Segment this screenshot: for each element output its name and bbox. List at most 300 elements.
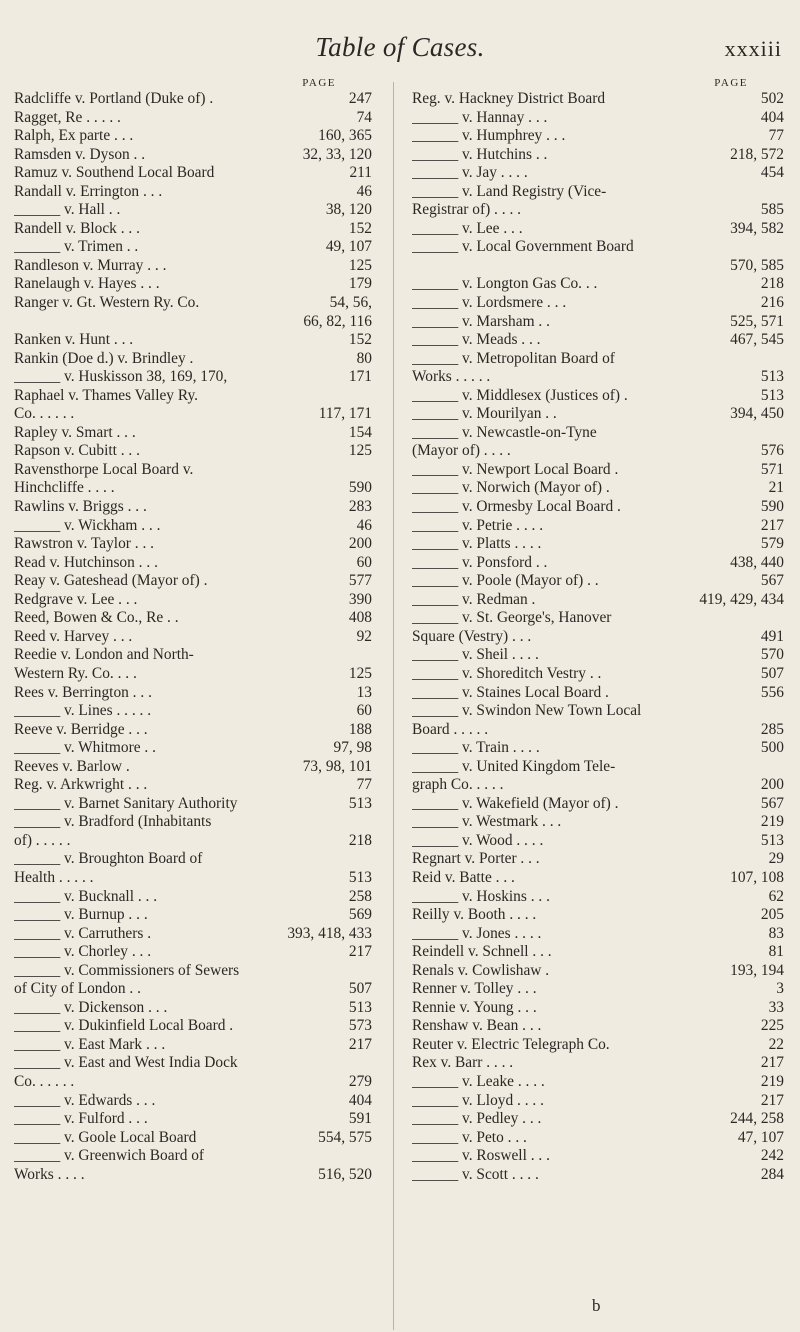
case-entry [14, 294, 372, 313]
case-name: ______ v. Redman . [412, 590, 536, 608]
case-entry [412, 442, 784, 461]
case-entry [14, 628, 372, 647]
case-name: Reid v. Batte . . . [412, 868, 515, 886]
case-pages: 200 [348, 535, 372, 553]
case-pages: 502 [760, 90, 784, 107]
case-pages: 513 [760, 386, 784, 404]
case-pages: 491 [760, 627, 784, 645]
case-pages: 46 [356, 182, 372, 200]
case-name: ______ v. Bucknall . . . [14, 887, 158, 905]
right-column [412, 76, 784, 1184]
case-pages: 74 [356, 108, 372, 126]
case-entry [412, 350, 784, 369]
case-pages: 570, 585 [730, 256, 784, 274]
case-entry [14, 1073, 372, 1092]
case-name: ______ v. Burnup . . . [14, 906, 148, 924]
case-name: ______ v. Hall . . [14, 201, 121, 219]
case-entry [412, 832, 784, 851]
case-name: ______ v. Hoskins . . . [412, 887, 550, 905]
case-entry [412, 127, 784, 146]
case-name: ______ v. Pedley . . . [412, 1110, 542, 1128]
case-entry [412, 313, 784, 332]
case-pages: 244, 258 [730, 1110, 784, 1128]
case-pages: 32, 33, 120 [302, 145, 372, 163]
case-name: ______ v. Land Registry (Vice- [412, 182, 607, 200]
case-entry [412, 1147, 784, 1166]
case-name: Ramuz v. Southend Local Board [14, 164, 215, 182]
case-pages: 556 [760, 683, 784, 701]
case-entry [14, 350, 372, 369]
case-name: ______ v. St. George's, Hanover [412, 609, 612, 627]
case-entry [14, 461, 372, 480]
case-name: Western Ry. Co. . . . [14, 664, 137, 682]
case-entry [412, 721, 784, 740]
case-name: ______ v. Metropolitan Board of [412, 349, 615, 367]
case-pages: 154 [348, 423, 372, 441]
case-entry [14, 609, 372, 628]
case-name: ______ v. Jones . . . . [412, 924, 542, 942]
case-entry [412, 962, 784, 981]
case-pages: 49, 107 [325, 238, 372, 256]
case-pages: 585 [760, 201, 784, 219]
case-entry [412, 776, 784, 795]
case-entry [14, 368, 372, 387]
case-entry [14, 832, 372, 851]
case-pages: 54, 56, [329, 294, 372, 312]
case-entry [412, 461, 784, 480]
page-column-heading: PAGE [714, 77, 748, 89]
case-name: ______ v. Norwich (Mayor of) . [412, 479, 610, 497]
case-name: Renner v. Tolley . . . [412, 980, 537, 998]
case-name: ______ v. Newport Local Board . [412, 460, 619, 478]
case-pages: 188 [348, 720, 372, 738]
case-name: Reed, Bowen & Co., Re . . [14, 609, 179, 627]
case-entry [412, 1166, 784, 1185]
case-name: Reed v. Harvey . . . [14, 627, 133, 645]
case-name: ______ v. Hutchins . . [412, 145, 548, 163]
case-entry [14, 1017, 372, 1036]
case-entry [14, 572, 372, 591]
case-name: Board . . . . . [412, 720, 489, 738]
case-pages: 217 [760, 1054, 784, 1072]
case-entry [412, 702, 784, 721]
case-pages: 225 [760, 1017, 784, 1035]
case-name: ______ v. Hannay . . . [412, 108, 548, 126]
case-name: ______ v. Middlesex (Justices of) . [412, 386, 628, 404]
case-pages: 390 [348, 590, 372, 608]
case-name: ______ v. Scott . . . . [412, 1165, 539, 1183]
case-entry [412, 795, 784, 814]
case-entry [412, 850, 784, 869]
case-name: Randall v. Errington . . . [14, 182, 163, 200]
case-name: ______ v. Dukinfield Local Board . [14, 1017, 234, 1035]
case-pages: 507 [348, 980, 372, 998]
case-entry [14, 1054, 372, 1073]
case-entry [14, 684, 372, 703]
case-entry [412, 368, 784, 387]
case-entry [14, 220, 372, 239]
case-pages: 404 [760, 108, 784, 126]
case-pages: 117, 171 [318, 405, 372, 423]
case-name: Renshaw v. Bean . . . [412, 1017, 542, 1035]
case-entry [412, 925, 784, 944]
case-pages: 83 [768, 924, 784, 942]
case-name: Ralph, Ex parte . . . [14, 127, 134, 145]
case-pages: 205 [760, 906, 784, 924]
case-name: ______ v. Wickham . . . [14, 516, 161, 534]
case-entry [14, 1129, 372, 1148]
case-pages: 454 [760, 164, 784, 182]
case-name: ______ v. Fulford . . . [14, 1110, 148, 1128]
case-pages: 125 [348, 664, 372, 682]
case-entry [14, 758, 372, 777]
case-pages: 554, 575 [318, 1128, 372, 1146]
case-entry [14, 906, 372, 925]
case-name: Rawstron v. Taylor . . . [14, 535, 154, 553]
case-name: Square (Vestry) . . . [412, 627, 532, 645]
case-name: ______ v. Lee . . . [412, 219, 523, 237]
case-entry [14, 850, 372, 869]
case-name: ______ v. Wood . . . . [412, 831, 544, 849]
case-name: ______ v. Greenwich Board of [14, 1147, 205, 1165]
case-name: Regnart v. Porter . . . [412, 850, 540, 868]
case-name: ______ v. Huskisson 38, 169, 170, [14, 368, 228, 386]
case-name: Reeve v. Berridge . . . [14, 720, 148, 738]
case-name: ______ v. Humphrey . . . [412, 127, 566, 145]
case-entry [412, 869, 784, 888]
case-pages: 13 [356, 683, 372, 701]
case-pages: 567 [760, 572, 784, 590]
case-name: ______ v. Local Government Board [412, 238, 634, 256]
case-name: ______ v. Shoreditch Vestry . . [412, 664, 602, 682]
case-pages: 258 [348, 887, 372, 905]
case-entry [412, 275, 784, 294]
case-pages: 217 [348, 943, 372, 961]
case-pages: 218 [348, 831, 372, 849]
case-entry [14, 980, 372, 999]
case-entry [412, 183, 784, 202]
case-name: Registrar of) . . . . [412, 201, 521, 219]
page-title: Table of Cases. [315, 32, 485, 62]
case-name: ______ v. Lines . . . . . [14, 702, 152, 720]
case-pages: 242 [760, 1147, 784, 1165]
case-pages: 247 [348, 90, 372, 107]
case-pages: 513 [348, 868, 372, 886]
case-name: Works . . . . . [412, 368, 491, 386]
case-name: ______ v. Newcastle-on-Tyne [412, 423, 597, 441]
case-entry [412, 684, 784, 703]
case-entry [14, 498, 372, 517]
case-pages: 283 [348, 498, 372, 516]
case-name: ______ v. Peto . . . [412, 1128, 527, 1146]
case-entry [412, 888, 784, 907]
case-pages: 60 [356, 702, 372, 720]
case-name: ______ v. Carruthers . [14, 924, 152, 942]
case-pages: 573 [348, 1017, 372, 1035]
signature-mark: b [592, 1296, 601, 1315]
case-entry [14, 999, 372, 1018]
case-name: Reindell v. Schnell . . . [412, 943, 552, 961]
case-name: Read v. Hutchinson . . . [14, 553, 158, 571]
case-entry [412, 739, 784, 758]
case-name: ______ v. Wakefield (Mayor of) . [412, 794, 619, 812]
case-entry [412, 628, 784, 647]
case-entry [14, 517, 372, 536]
case-name: ______ v. Whitmore . . [14, 739, 156, 757]
case-entry [14, 646, 372, 665]
case-pages: 171 [348, 368, 372, 386]
case-entry [14, 739, 372, 758]
case-name: ______ v. Jay . . . . [412, 164, 528, 182]
case-name: Ranken v. Hunt . . . [14, 331, 134, 349]
case-entry [412, 1054, 784, 1073]
case-pages: 179 [348, 275, 372, 293]
case-entry [14, 442, 372, 461]
case-entry [14, 127, 372, 146]
case-pages: 219 [760, 813, 784, 831]
case-entry [412, 1129, 784, 1148]
case-pages: 125 [348, 442, 372, 460]
case-entry [412, 1017, 784, 1036]
case-entry [14, 1036, 372, 1055]
case-name: Rawlins v. Briggs . . . [14, 498, 147, 516]
case-entry [14, 164, 372, 183]
case-pages: 590 [760, 498, 784, 516]
case-name: ______ v. Petrie . . . . [412, 516, 544, 534]
case-pages: 570 [760, 646, 784, 664]
case-entry [412, 1036, 784, 1055]
case-entry [412, 1110, 784, 1129]
case-name: Randell v. Block . . . [14, 219, 140, 237]
case-entry [412, 665, 784, 684]
case-entry [412, 1092, 784, 1111]
case-entry [412, 498, 784, 517]
case-pages: 152 [348, 331, 372, 349]
case-entry [14, 331, 372, 350]
case-entry [14, 1110, 372, 1129]
case-entry [412, 554, 784, 573]
case-pages: 577 [348, 572, 372, 590]
case-pages: 38, 120 [325, 201, 372, 219]
case-pages: 571 [760, 460, 784, 478]
case-name: Rapson v. Cubitt . . . [14, 442, 140, 460]
case-pages: 29 [768, 850, 784, 868]
case-entry [412, 980, 784, 999]
case-pages: 92 [356, 627, 372, 645]
case-pages: 47, 107 [737, 1128, 784, 1146]
case-name: Co. . . . . . [14, 405, 75, 423]
case-name: ______ v. Swindon New Town Local [412, 702, 642, 720]
case-entry [14, 405, 372, 424]
case-name: ______ v. Roswell . . . [412, 1147, 550, 1165]
case-pages: 77 [356, 776, 372, 794]
case-pages: 285 [760, 720, 784, 738]
case-name: ______ v. Ponsford . . [412, 553, 548, 571]
case-pages: 217 [760, 1091, 784, 1109]
column-divider [393, 82, 394, 1330]
case-pages: 569 [348, 906, 372, 924]
case-name: Rankin (Doe d.) v. Brindley . [14, 349, 194, 367]
case-entry [14, 109, 372, 128]
case-entry [412, 164, 784, 183]
case-name: Health . . . . . [14, 868, 94, 886]
case-pages: 97, 98 [333, 739, 372, 757]
case-entry [14, 424, 372, 443]
case-name: ______ v. Lordsmere . . . [412, 294, 567, 312]
case-name: Works . . . . [14, 1165, 85, 1183]
case-pages: 513 [348, 794, 372, 812]
case-pages: 576 [760, 442, 784, 460]
case-entry [14, 535, 372, 554]
case-pages: 394, 450 [730, 405, 784, 423]
case-entry [14, 795, 372, 814]
case-entry [14, 869, 372, 888]
case-entry [412, 257, 784, 276]
case-pages: 62 [768, 887, 784, 905]
case-pages: 66, 82, 116 [303, 312, 372, 330]
left-column [14, 76, 372, 1184]
case-pages: 21 [768, 479, 784, 497]
case-name: Reuter v. Electric Telegraph Co. [412, 1035, 610, 1053]
case-name: ______ v. Trimen . . [14, 238, 139, 256]
case-name: Rennie v. Young . . . [412, 998, 537, 1016]
case-entry [14, 183, 372, 202]
case-entry [412, 646, 784, 665]
case-name: Raphael v. Thames Valley Ry. [14, 386, 199, 404]
case-entry [412, 238, 784, 257]
case-entry [14, 665, 372, 684]
case-entry [412, 1073, 784, 1092]
case-pages: 513 [760, 831, 784, 849]
case-name: (Mayor of) . . . . [412, 442, 511, 460]
case-pages: 125 [348, 256, 372, 274]
case-name: Reg. v. Arkwright . . . [14, 776, 148, 794]
case-entry [412, 591, 784, 610]
case-name: ______ v. Dickenson . . . [14, 998, 168, 1016]
case-pages: 525, 571 [730, 312, 784, 330]
case-pages: 33 [768, 998, 784, 1016]
case-name: Ranger v. Gt. Western Ry. Co. [14, 294, 200, 312]
case-pages: 404 [348, 1091, 372, 1109]
case-name: Rapley v. Smart . . . [14, 423, 136, 441]
case-entry [412, 405, 784, 424]
case-pages: 393, 418, 433 [287, 924, 372, 942]
case-name: of) . . . . . [14, 831, 71, 849]
case-entry [14, 479, 372, 498]
case-name: ______ v. Meads . . . [412, 331, 541, 349]
case-entry [14, 962, 372, 981]
page-column-heading: PAGE [302, 77, 336, 89]
case-name: ______ v. Marsham . . [412, 312, 550, 330]
case-pages: 590 [348, 479, 372, 497]
case-pages: 160, 365 [318, 127, 372, 145]
case-name: ______ v. Sheil . . . . [412, 646, 539, 664]
case-name: ______ v. Edwards . . . [14, 1091, 156, 1109]
case-name: of City of London . . [14, 980, 141, 998]
case-entry [412, 479, 784, 498]
case-name: ______ v. East and West India Dock [14, 1054, 238, 1072]
case-entry [14, 201, 372, 220]
case-pages: 218 [760, 275, 784, 293]
page-number: xxxiii [724, 36, 782, 61]
case-pages: 200 [760, 776, 784, 794]
case-name: ______ v. Poole (Mayor of) . . [412, 572, 599, 590]
case-pages: 107, 108 [730, 868, 784, 886]
case-pages: 507 [760, 664, 784, 682]
case-name: Redgrave v. Lee . . . [14, 590, 138, 608]
case-pages: 438, 440 [730, 553, 784, 571]
case-name: Radcliffe v. Portland (Duke of) . [14, 90, 214, 107]
case-entry [412, 572, 784, 591]
case-pages: 467, 545 [730, 331, 784, 349]
case-name: ______ v. Chorley . . . [14, 943, 152, 961]
case-name: Reay v. Gateshead (Mayor of) . [14, 572, 208, 590]
case-pages: 284 [760, 1165, 784, 1183]
case-name: ______ v. Leake . . . . [412, 1072, 545, 1090]
case-pages: 80 [356, 349, 372, 367]
case-name: ______ v. Platts . . . . [412, 535, 542, 553]
case-pages: 500 [760, 739, 784, 757]
case-entry [412, 201, 784, 220]
case-entry [14, 888, 372, 907]
case-entry [14, 925, 372, 944]
case-entry [412, 535, 784, 554]
case-entry [14, 90, 372, 109]
running-header [14, 32, 786, 72]
case-name: Ravensthorpe Local Board v. [14, 460, 194, 478]
case-entry [14, 591, 372, 610]
case-entry [14, 721, 372, 740]
case-pages: 216 [760, 294, 784, 312]
case-pages: 513 [348, 998, 372, 1016]
case-entry [412, 90, 784, 109]
case-pages: 3 [776, 980, 784, 998]
case-entry [412, 109, 784, 128]
case-entry [14, 1166, 372, 1185]
case-pages: 211 [349, 164, 372, 182]
case-entry [14, 1147, 372, 1166]
case-entry [14, 702, 372, 721]
case-name: Renals v. Cowlishaw . [412, 961, 550, 979]
case-entry [14, 1092, 372, 1111]
case-name: ______ v. Westmark . . . [412, 813, 562, 831]
case-pages: 73, 98, 101 [302, 757, 372, 775]
case-name: graph Co. . . . . [412, 776, 504, 794]
case-name: Hinchcliffe . . . . [14, 479, 115, 497]
case-entry [14, 943, 372, 962]
case-pages: 513 [760, 368, 784, 386]
case-pages: 516, 520 [318, 1165, 372, 1183]
case-name: ______ v. Goole Local Board [14, 1128, 197, 1146]
case-name: Co. . . . . . [14, 1072, 75, 1090]
case-pages: 60 [356, 553, 372, 571]
case-name: Ragget, Re . . . . . [14, 108, 121, 126]
case-name: ______ v. Broughton Board of [14, 850, 203, 868]
case-entry [412, 424, 784, 443]
case-name: ______ v. Lloyd . . . . [412, 1091, 544, 1109]
case-entry [412, 943, 784, 962]
case-entry [14, 313, 372, 332]
case-entry [14, 146, 372, 165]
case-pages: 419, 429, 434 [699, 590, 784, 608]
case-pages: 193, 194 [730, 961, 784, 979]
case-pages: 567 [760, 794, 784, 812]
case-name: Reg. v. Hackney District Board [412, 90, 606, 107]
case-name: ______ v. Commissioners of Sewers [14, 961, 240, 979]
case-pages: 217 [348, 1035, 372, 1053]
case-pages: 279 [348, 1072, 372, 1090]
case-entry [412, 906, 784, 925]
